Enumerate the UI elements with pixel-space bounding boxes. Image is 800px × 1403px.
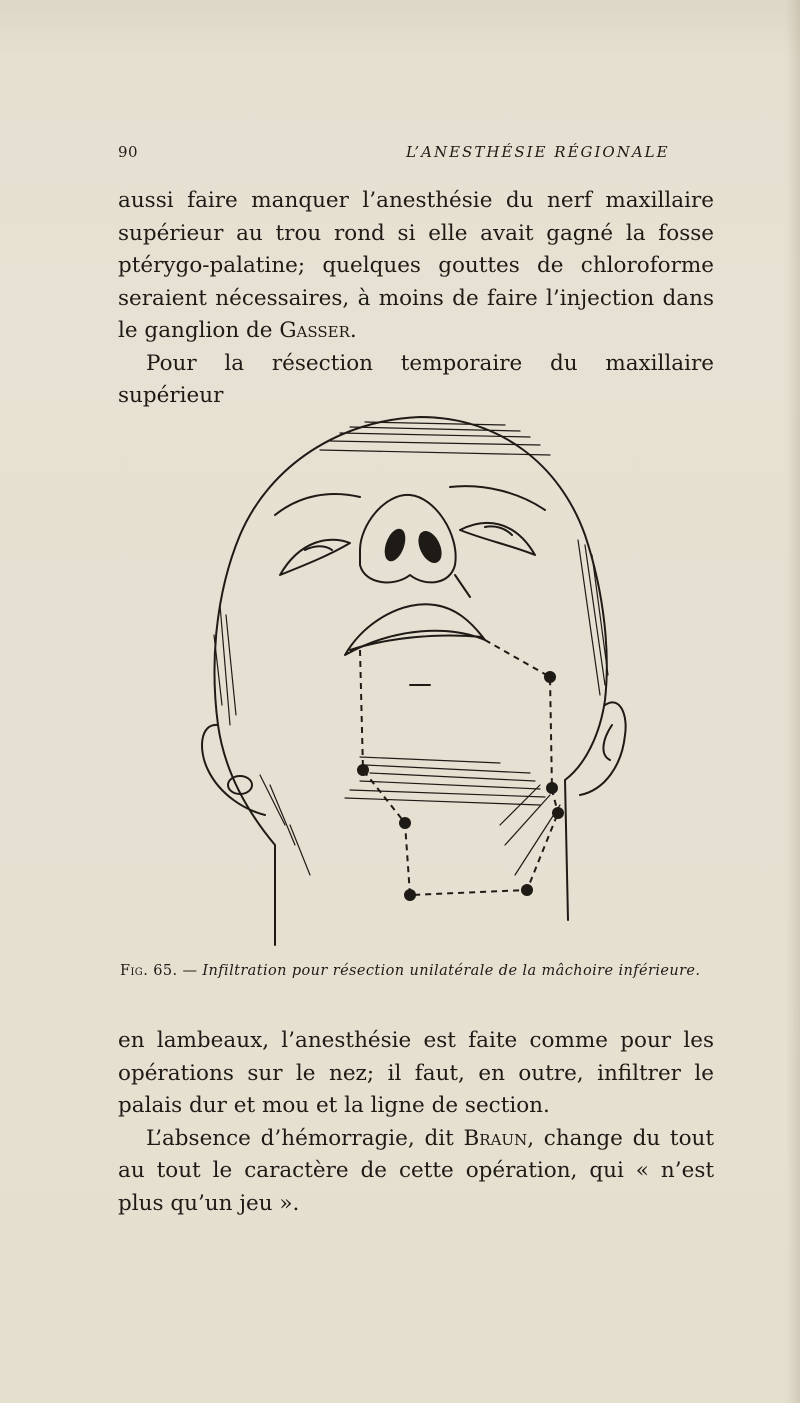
author-name-gasser: Gasser <box>279 318 350 343</box>
paragraph <box>118 185 714 348</box>
beard-hatching <box>260 757 560 875</box>
paragraph: Pour la résection temporaire du maxillaire supérieur <box>118 350 714 408</box>
body-text-bottom <box>118 1025 714 1220</box>
paragraph <box>118 1123 714 1221</box>
paragraph: en lambeaux, l’anesthésie est faite comme pour les opérations sur le nez; il faut, en outre, infiltrer le palais dur et mou et la ligne de section. <box>118 1028 714 1118</box>
page-edge-shadow <box>786 0 800 1403</box>
page-number: 90 <box>118 143 139 161</box>
upper-lip <box>345 604 485 655</box>
left-brow <box>450 486 545 510</box>
body-text-top <box>118 185 714 413</box>
running-head <box>118 143 714 167</box>
figure-65-illustration <box>200 405 630 955</box>
infiltration-path <box>360 640 558 895</box>
running-title: L’ANESTHÉSIE RÉGIONALE <box>406 143 670 161</box>
caption-dash: — <box>177 963 203 979</box>
nostril-right <box>382 527 408 563</box>
author-name-braun: Braun <box>463 1125 528 1151</box>
nostril-left <box>415 529 445 566</box>
paragraph-text-end: , change du tout au tout le caractère de cette opération, qui « n’est plus qu’un jeu ». <box>118 1125 714 1216</box>
right-eye <box>280 540 350 575</box>
nose <box>360 495 456 583</box>
right-brow <box>275 494 360 515</box>
paragraph-text-end: . <box>349 318 357 343</box>
paragraph-text: L’absence d’hémorragie, dit <box>146 1125 464 1151</box>
paragraph-text: aussi faire manquer l’anesthésie du nerf maxillaire supérieur au trou rond si elle avait gagné la fosse ptérygo-palatine; quelques gouttes de chloroforme seraient nécessaires, à moins de faire l’injection dans le ganglion de <box>118 188 714 343</box>
figure-label: Fig. 65. <box>120 963 178 979</box>
figure-caption <box>120 963 720 979</box>
right-ear <box>202 725 265 815</box>
figure-title: Infiltration pour résection unilatérale de la mâchoire inférieure. <box>202 963 701 979</box>
